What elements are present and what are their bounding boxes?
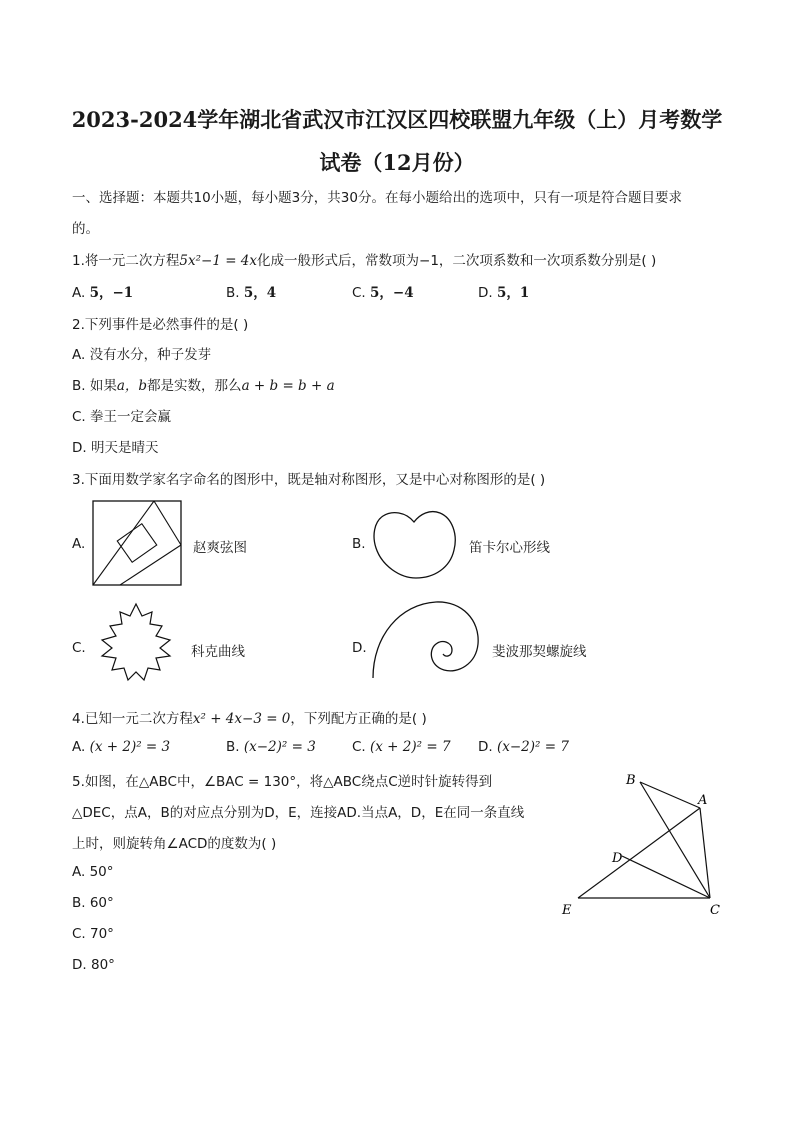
section-header-line1: 一、选择题：本题共10小题，每小题3分，共30分。在每小题给出的选项中，只有一项是符合题目要求 <box>72 190 682 206</box>
q1-stem-suffix: 化成一般形式后，常数项为−1，二次项系数和一次项系数分别是( ) <box>257 253 657 269</box>
q3-option-b-letter[interactable]: B. <box>352 536 366 552</box>
q2-option-b[interactable]: B. 如果a，b都是实数，那么a + b = b + a <box>72 378 335 394</box>
q4-option-b[interactable]: B. (x−2)² = 3 <box>226 739 316 755</box>
question-4-stem: 4.已知一元二次方程x² + 4x−3 = 0，下列配方正确的是( ) <box>72 711 427 727</box>
q5-triangle-figure <box>560 768 730 918</box>
fibonacci-spiral[interactable] <box>370 596 482 680</box>
exam-title-line1: 2023-2024学年湖北省武汉市江汉区四校联盟九年级（上）月考数学 <box>71 107 723 132</box>
q1-option-c[interactable]: C. 5，−4 <box>352 285 414 301</box>
q3-option-b-name: 笛卡尔心形线 <box>469 540 550 556</box>
q5-option-d[interactable]: D. 80° <box>72 957 115 973</box>
cardioid-curve[interactable] <box>372 508 456 580</box>
q5-option-a[interactable]: A. 50° <box>72 864 114 880</box>
q1-option-b[interactable]: B. 5，4 <box>226 285 277 301</box>
exam-title-line2: 试卷（12月份） <box>319 150 475 175</box>
q5-option-b[interactable]: B. 60° <box>72 895 114 911</box>
q3-option-a-name: 赵爽弦图 <box>193 540 247 556</box>
q5-option-c[interactable]: C. 70° <box>72 926 114 942</box>
zhao-shuang-diagram[interactable] <box>92 500 182 586</box>
segment-ba <box>640 782 700 808</box>
q3-option-c-letter[interactable]: C. <box>72 640 86 656</box>
point-label-a: A <box>698 793 708 808</box>
point-label-b: B <box>626 773 636 788</box>
point-label-c: C <box>710 903 720 918</box>
q3-option-c-name: 科克曲线 <box>191 644 245 660</box>
point-label-e: E <box>562 903 572 918</box>
question-2-stem: 2.下列事件是必然事件的是( ) <box>72 317 249 333</box>
q1-option-a[interactable]: A. 5，−1 <box>72 285 134 301</box>
q1-stem-prefix: 1.将一元二次方程 <box>72 253 180 269</box>
q1-equation: 5x²−1 = 4x <box>179 253 258 269</box>
q3-option-d-letter[interactable]: D. <box>352 640 367 656</box>
question-5-line3: 上时，则旋转角∠ACD的度数为( ) <box>72 836 277 852</box>
question-5-line1: 5.如图，在△ABC中，∠BAC = 130°，将△ABC绕点C逆时针旋转得到 <box>72 774 493 790</box>
section-header-line2: 的。 <box>72 221 99 237</box>
point-label-d: D <box>612 851 623 866</box>
q3-option-a-letter[interactable]: A. <box>72 536 86 552</box>
question-5-line2: △DEC，点A，B的对应点分别为D，E，连接AD.当点A，D，E在同一条直线 <box>72 805 525 821</box>
q4-option-a[interactable]: A. (x + 2)² = 3 <box>72 739 171 755</box>
q2-option-d[interactable]: D. 明天是晴天 <box>72 440 159 456</box>
question-3-stem: 3.下面用数学家名字命名的图形中，既是轴对称图形，又是中心对称图形的是( ) <box>72 472 546 488</box>
koch-snowflake[interactable] <box>90 602 182 686</box>
q2-option-a[interactable]: A. 没有水分，种子发芽 <box>72 347 212 363</box>
q2-option-c[interactable]: C. 拳王一定会赢 <box>72 409 172 425</box>
q3-option-d-name: 斐波那契螺旋线 <box>492 644 587 660</box>
q4-option-d[interactable]: D. (x−2)² = 7 <box>478 739 569 755</box>
q4-option-c[interactable]: C. (x + 2)² = 7 <box>352 739 451 755</box>
question-1-stem <box>72 249 656 269</box>
q1-option-d[interactable]: D. 5，1 <box>478 285 530 301</box>
